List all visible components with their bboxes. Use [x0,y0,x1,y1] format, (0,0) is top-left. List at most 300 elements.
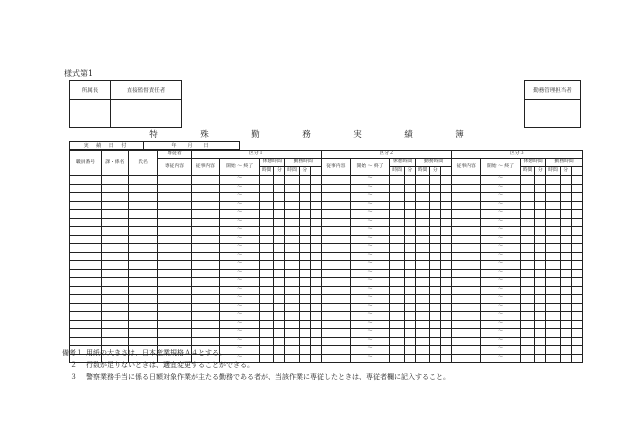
table-cell[interactable] [441,244,452,253]
range-cell[interactable]: ～ [481,354,521,363]
table-cell[interactable] [70,235,102,244]
table-cell[interactable] [260,312,274,321]
table-cell[interactable] [546,218,560,227]
table-cell[interactable] [310,244,321,253]
table-cell[interactable] [571,354,582,363]
table-cell[interactable] [390,244,404,253]
table-cell[interactable] [404,337,415,346]
table-cell[interactable] [321,227,350,236]
table-cell[interactable] [191,252,220,261]
table-cell[interactable] [70,218,102,227]
table-cell[interactable] [546,320,560,329]
table-cell[interactable] [102,269,129,278]
table-cell[interactable] [390,329,404,338]
table-cell[interactable] [560,201,571,210]
table-cell[interactable] [128,269,158,278]
table-cell[interactable] [535,278,546,287]
table-cell[interactable] [520,303,534,312]
table-cell[interactable] [520,201,534,210]
table-cell[interactable] [520,235,534,244]
table-cell[interactable] [321,201,350,210]
table-cell[interactable] [535,329,546,338]
table-cell[interactable] [560,269,571,278]
table-cell[interactable] [441,295,452,304]
table-cell[interactable] [452,303,481,312]
table-cell[interactable] [535,227,546,236]
table-cell[interactable] [321,329,350,338]
table-cell[interactable] [274,337,285,346]
table-cell[interactable] [274,201,285,210]
table-cell[interactable] [404,278,415,287]
table-cell[interactable] [571,244,582,253]
table-cell[interactable] [415,218,429,227]
table-cell[interactable] [260,261,274,270]
table-cell[interactable] [274,329,285,338]
table-cell[interactable] [310,320,321,329]
table-cell[interactable] [128,286,158,295]
table-cell[interactable] [299,184,310,193]
table-cell[interactable] [321,244,350,253]
table-cell[interactable] [70,201,102,210]
table-cell[interactable] [535,184,546,193]
table-cell[interactable] [70,337,102,346]
table-cell[interactable] [390,261,404,270]
range-cell[interactable]: ～ [220,210,260,219]
table-cell[interactable] [128,218,158,227]
table-cell[interactable] [520,176,534,185]
table-cell[interactable] [274,227,285,236]
table-cell[interactable] [452,312,481,321]
table-cell[interactable] [321,210,350,219]
table-cell[interactable] [535,269,546,278]
table-cell[interactable] [310,286,321,295]
table-cell[interactable] [70,184,102,193]
table-cell[interactable] [70,227,102,236]
table-cell[interactable] [274,252,285,261]
range-cell[interactable]: ～ [350,286,390,295]
table-cell[interactable] [441,201,452,210]
table-cell[interactable] [102,210,129,219]
table-cell[interactable] [415,193,429,202]
table-cell[interactable] [321,295,350,304]
table-cell[interactable] [390,218,404,227]
range-cell[interactable]: ～ [350,244,390,253]
table-cell[interactable] [441,176,452,185]
table-cell[interactable] [415,235,429,244]
table-cell[interactable] [441,218,452,227]
table-cell[interactable] [441,312,452,321]
table-cell[interactable] [274,244,285,253]
table-cell[interactable] [321,176,350,185]
table-cell[interactable] [321,218,350,227]
range-cell[interactable]: ～ [350,193,390,202]
table-cell[interactable] [560,252,571,261]
table-cell[interactable] [571,201,582,210]
table-cell[interactable] [70,261,102,270]
table-cell[interactable] [274,269,285,278]
table-cell[interactable] [452,252,481,261]
table-cell[interactable] [321,286,350,295]
table-cell[interactable] [571,176,582,185]
table-cell[interactable] [321,193,350,202]
table-cell[interactable] [158,227,191,236]
table-cell[interactable] [404,312,415,321]
table-cell[interactable] [158,320,191,329]
table-cell[interactable] [430,201,441,210]
table-cell[interactable] [128,252,158,261]
table-cell[interactable] [404,269,415,278]
table-cell[interactable] [520,252,534,261]
table-cell[interactable] [404,176,415,185]
table-cell[interactable] [274,261,285,270]
table-cell[interactable] [404,329,415,338]
table-cell[interactable] [321,269,350,278]
table-cell[interactable] [70,269,102,278]
table-cell[interactable] [158,176,191,185]
range-cell[interactable]: ～ [350,261,390,270]
table-cell[interactable] [415,176,429,185]
range-cell[interactable]: ～ [220,176,260,185]
table-cell[interactable] [571,218,582,227]
table-cell[interactable] [260,337,274,346]
table-cell[interactable] [546,303,560,312]
table-cell[interactable] [102,193,129,202]
table-cell[interactable] [158,278,191,287]
range-cell[interactable]: ～ [220,201,260,210]
table-cell[interactable] [546,354,560,363]
table-cell[interactable] [560,286,571,295]
table-cell[interactable] [452,218,481,227]
table-cell[interactable] [415,320,429,329]
table-cell[interactable] [560,312,571,321]
table-cell[interactable] [158,295,191,304]
table-cell[interactable] [285,244,299,253]
table-cell[interactable] [535,201,546,210]
table-cell[interactable] [191,337,220,346]
table-cell[interactable] [158,201,191,210]
table-cell[interactable] [390,295,404,304]
table-cell[interactable] [310,184,321,193]
table-cell[interactable] [70,286,102,295]
table-cell[interactable] [390,201,404,210]
table-cell[interactable] [452,354,481,363]
range-cell[interactable]: ～ [481,320,521,329]
table-cell[interactable] [102,303,129,312]
table-cell[interactable] [191,269,220,278]
table-cell[interactable] [404,184,415,193]
table-cell[interactable] [560,303,571,312]
table-cell[interactable] [535,320,546,329]
table-cell[interactable] [70,252,102,261]
table-cell[interactable] [191,320,220,329]
table-cell[interactable] [520,286,534,295]
table-cell[interactable] [158,193,191,202]
range-cell[interactable]: ～ [481,176,521,185]
table-cell[interactable] [158,329,191,338]
table-cell[interactable] [390,184,404,193]
table-cell[interactable] [321,312,350,321]
range-cell[interactable]: ～ [220,312,260,321]
table-cell[interactable] [571,303,582,312]
table-cell[interactable] [560,278,571,287]
table-cell[interactable] [390,176,404,185]
table-cell[interactable] [560,244,571,253]
table-cell[interactable] [441,269,452,278]
range-cell[interactable]: ～ [350,303,390,312]
range-cell[interactable]: ～ [350,176,390,185]
table-cell[interactable] [191,261,220,270]
table-cell[interactable] [452,320,481,329]
table-cell[interactable] [520,312,534,321]
table-cell[interactable] [404,227,415,236]
table-cell[interactable] [560,227,571,236]
table-cell[interactable] [260,252,274,261]
range-cell[interactable]: ～ [350,252,390,261]
table-cell[interactable] [535,303,546,312]
table-cell[interactable] [310,235,321,244]
table-cell[interactable] [158,235,191,244]
table-cell[interactable] [535,218,546,227]
table-cell[interactable] [430,244,441,253]
range-cell[interactable]: ～ [481,295,521,304]
table-cell[interactable] [158,261,191,270]
table-cell[interactable] [546,244,560,253]
table-cell[interactable] [571,184,582,193]
table-cell[interactable] [274,184,285,193]
table-cell[interactable] [546,184,560,193]
table-cell[interactable] [260,278,274,287]
table-cell[interactable] [102,320,129,329]
table-cell[interactable] [441,184,452,193]
table-cell[interactable] [70,320,102,329]
table-cell[interactable] [285,295,299,304]
table-cell[interactable] [441,286,452,295]
table-cell[interactable] [441,329,452,338]
table-cell[interactable] [191,176,220,185]
table-cell[interactable] [571,329,582,338]
table-cell[interactable] [452,269,481,278]
table-cell[interactable] [299,227,310,236]
table-cell[interactable] [310,176,321,185]
table-cell[interactable] [452,261,481,270]
table-cell[interactable] [404,303,415,312]
table-cell[interactable] [191,184,220,193]
table-cell[interactable] [390,269,404,278]
table-cell[interactable] [191,303,220,312]
table-cell[interactable] [70,278,102,287]
table-cell[interactable] [310,227,321,236]
table-cell[interactable] [310,218,321,227]
table-cell[interactable] [430,218,441,227]
table-cell[interactable] [546,210,560,219]
table-cell[interactable] [70,210,102,219]
table-cell[interactable] [520,210,534,219]
range-cell[interactable]: ～ [350,184,390,193]
table-cell[interactable] [310,210,321,219]
table-cell[interactable] [274,235,285,244]
table-cell[interactable] [571,269,582,278]
range-cell[interactable]: ～ [481,329,521,338]
table-cell[interactable] [102,261,129,270]
table-cell[interactable] [158,337,191,346]
table-cell[interactable] [571,235,582,244]
table-cell[interactable] [441,193,452,202]
table-cell[interactable] [321,261,350,270]
table-cell[interactable] [390,235,404,244]
table-cell[interactable] [299,269,310,278]
table-cell[interactable] [70,303,102,312]
table-cell[interactable] [285,278,299,287]
table-cell[interactable] [299,261,310,270]
table-cell[interactable] [404,286,415,295]
table-cell[interactable] [452,329,481,338]
table-cell[interactable] [285,176,299,185]
table-cell[interactable] [285,329,299,338]
table-cell[interactable] [415,337,429,346]
table-cell[interactable] [560,346,571,355]
table-cell[interactable] [70,176,102,185]
table-cell[interactable] [260,286,274,295]
table-cell[interactable] [430,227,441,236]
table-cell[interactable] [310,312,321,321]
table-cell[interactable] [560,218,571,227]
table-cell[interactable] [430,278,441,287]
table-cell[interactable] [260,201,274,210]
table-cell[interactable] [158,269,191,278]
table-cell[interactable] [299,329,310,338]
table-cell[interactable] [128,303,158,312]
table-cell[interactable] [310,193,321,202]
table-cell[interactable] [299,337,310,346]
table-cell[interactable] [571,312,582,321]
table-cell[interactable] [285,193,299,202]
table-cell[interactable] [441,337,452,346]
table-cell[interactable] [520,354,534,363]
table-cell[interactable] [70,193,102,202]
table-cell[interactable] [430,184,441,193]
table-cell[interactable] [102,295,129,304]
table-cell[interactable] [260,193,274,202]
table-cell[interactable] [571,286,582,295]
table-cell[interactable] [128,261,158,270]
table-cell[interactable] [390,303,404,312]
range-cell[interactable]: ～ [350,295,390,304]
table-cell[interactable] [404,320,415,329]
table-cell[interactable] [546,193,560,202]
table-cell[interactable] [452,337,481,346]
table-cell[interactable] [299,286,310,295]
table-cell[interactable] [535,235,546,244]
table-cell[interactable] [128,210,158,219]
table-cell[interactable] [285,252,299,261]
table-cell[interactable] [285,210,299,219]
range-cell[interactable]: ～ [481,312,521,321]
table-cell[interactable] [404,235,415,244]
table-cell[interactable] [191,295,220,304]
table-cell[interactable] [128,193,158,202]
range-cell[interactable]: ～ [220,184,260,193]
table-cell[interactable] [560,235,571,244]
table-cell[interactable] [415,312,429,321]
table-cell[interactable] [299,252,310,261]
table-cell[interactable] [260,218,274,227]
range-cell[interactable]: ～ [350,354,390,363]
table-cell[interactable] [191,210,220,219]
range-cell[interactable]: ～ [220,320,260,329]
range-cell[interactable]: ～ [481,303,521,312]
range-cell[interactable]: ～ [350,218,390,227]
table-cell[interactable] [441,252,452,261]
table-cell[interactable] [274,193,285,202]
table-cell[interactable] [546,261,560,270]
table-cell[interactable] [430,303,441,312]
table-cell[interactable] [310,278,321,287]
table-cell[interactable] [560,337,571,346]
table-cell[interactable] [274,286,285,295]
table-cell[interactable] [546,346,560,355]
table-cell[interactable] [430,295,441,304]
table-cell[interactable] [520,329,534,338]
table-cell[interactable] [70,312,102,321]
table-cell[interactable] [321,235,350,244]
table-cell[interactable] [415,184,429,193]
table-cell[interactable] [404,244,415,253]
table-cell[interactable] [158,210,191,219]
table-cell[interactable] [285,201,299,210]
table-cell[interactable] [571,346,582,355]
range-cell[interactable]: ～ [481,337,521,346]
range-cell[interactable]: ～ [350,227,390,236]
table-cell[interactable] [191,235,220,244]
table-cell[interactable] [260,269,274,278]
range-cell[interactable]: ～ [481,244,521,253]
table-cell[interactable] [452,346,481,355]
table-cell[interactable] [520,244,534,253]
table-cell[interactable] [390,286,404,295]
table-cell[interactable] [415,227,429,236]
table-cell[interactable] [274,278,285,287]
table-cell[interactable] [70,295,102,304]
table-cell[interactable] [546,252,560,261]
table-cell[interactable] [430,235,441,244]
range-cell[interactable]: ～ [220,295,260,304]
table-cell[interactable] [571,261,582,270]
table-cell[interactable] [274,210,285,219]
table-cell[interactable] [102,329,129,338]
table-cell[interactable] [535,252,546,261]
table-cell[interactable] [128,227,158,236]
table-cell[interactable] [535,286,546,295]
table-cell[interactable] [128,320,158,329]
table-cell[interactable] [546,227,560,236]
table-cell[interactable] [546,286,560,295]
table-cell[interactable] [321,303,350,312]
table-cell[interactable] [102,227,129,236]
table-cell[interactable] [128,201,158,210]
table-cell[interactable] [285,218,299,227]
table-cell[interactable] [452,295,481,304]
table-cell[interactable] [321,337,350,346]
table-cell[interactable] [452,193,481,202]
table-cell[interactable] [560,320,571,329]
table-cell[interactable] [520,337,534,346]
table-cell[interactable] [430,193,441,202]
table-cell[interactable] [452,278,481,287]
table-cell[interactable] [415,278,429,287]
table-cell[interactable] [260,210,274,219]
table-cell[interactable] [191,227,220,236]
table-cell[interactable] [299,218,310,227]
